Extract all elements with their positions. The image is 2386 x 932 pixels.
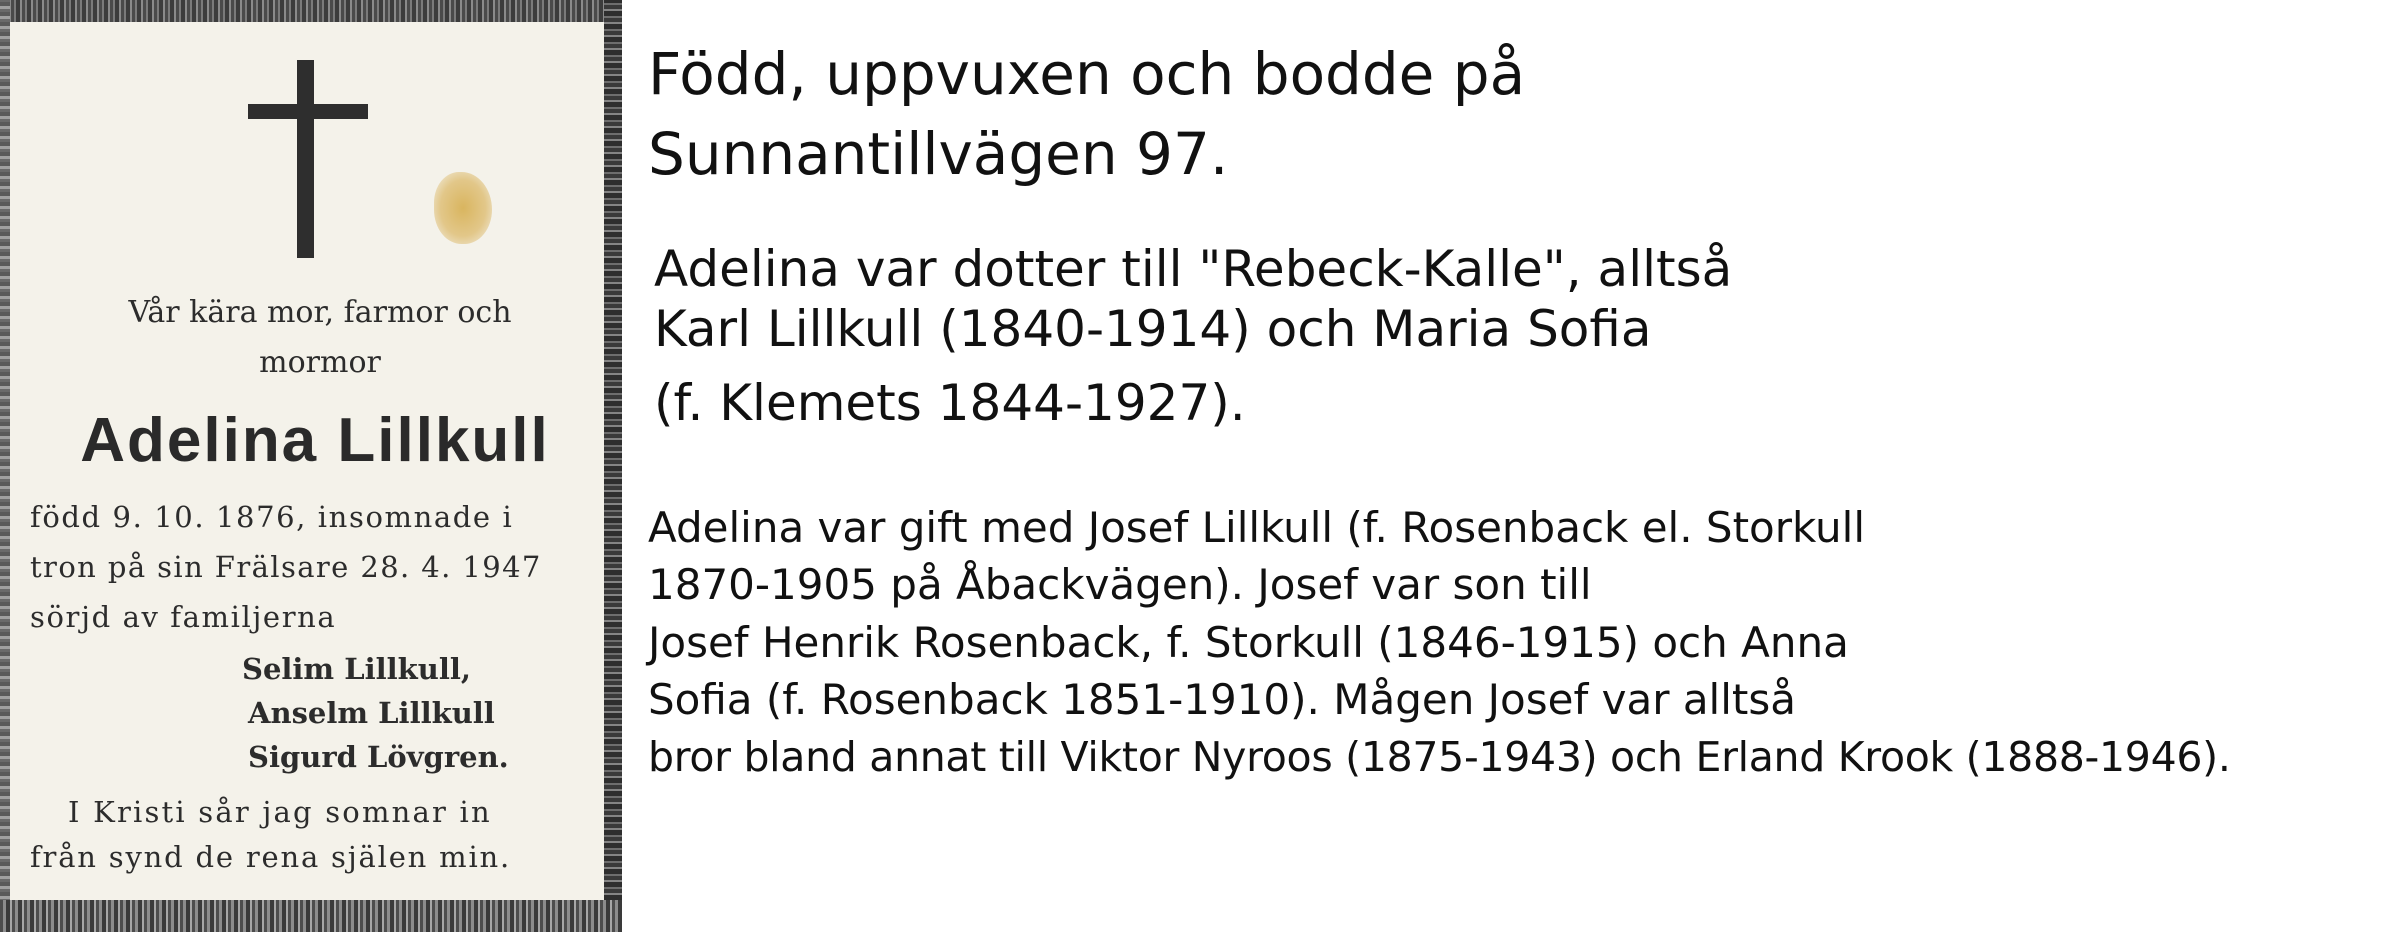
marriage-line2: 1870-1905 på Åbackvägen). Josef var son till	[648, 560, 1592, 609]
obituary-intro-line1: Vår kära mor, farmor och	[128, 295, 512, 330]
marriage-line1: Adelina var gift med Josef Lillkull (f. Rosenback el. Storkull	[648, 503, 1865, 552]
obituary-clipping	[0, 0, 622, 932]
marriage-line3: Josef Henrik Rosenback, f. Storkull (1846-1915) och Anna	[648, 618, 1849, 667]
clipping-edge-right	[604, 0, 622, 932]
obituary-family-3: Sigurd Lövgren.	[248, 740, 509, 774]
paper-stain	[434, 172, 492, 244]
obituary-body-line3: sörjd av familjerna	[30, 600, 337, 634]
heading-line2: Sunnantillvägen 97.	[648, 120, 1229, 188]
marriage-line5: bror bland annat till Viktor Nyroos (1875-1943) och Erland Krook (1888-1946).	[648, 733, 2231, 781]
obituary-body-line2: tron på sin Frälsare 28. 4. 1947	[30, 550, 542, 584]
obituary-family-1: Selim Lillkull,	[242, 652, 471, 686]
marriage-line4: Sofia (f. Rosenback 1851-1910). Mågen Josef var alltså	[648, 675, 1796, 724]
parents-line3: (f. Klemets 1844-1927).	[654, 374, 1246, 432]
parents-line2: Karl Lillkull (1840-1914) och Maria Sofia	[654, 300, 1652, 358]
obituary-family-2: Anselm Lillkull	[248, 696, 495, 730]
obituary-verse-line2: från synd de rena själen min.	[30, 840, 512, 874]
obituary-verse-line1: I Kristi sår jag somnar in	[68, 795, 492, 829]
clipping-edge-top	[0, 0, 622, 22]
heading-line1: Född, uppvuxen och bodde på	[648, 40, 1526, 108]
parents-line1: Adelina var dotter till "Rebeck-Kalle", alltså	[654, 240, 1733, 298]
clipping-edge-left	[0, 0, 10, 932]
obituary-intro-line2: mormor	[259, 345, 381, 380]
obituary-name: Adelina Lillkull	[80, 406, 550, 475]
obituary-body-line1: född 9. 10. 1876, insomnade i	[30, 500, 514, 534]
clipping-edge-bottom	[0, 900, 622, 932]
